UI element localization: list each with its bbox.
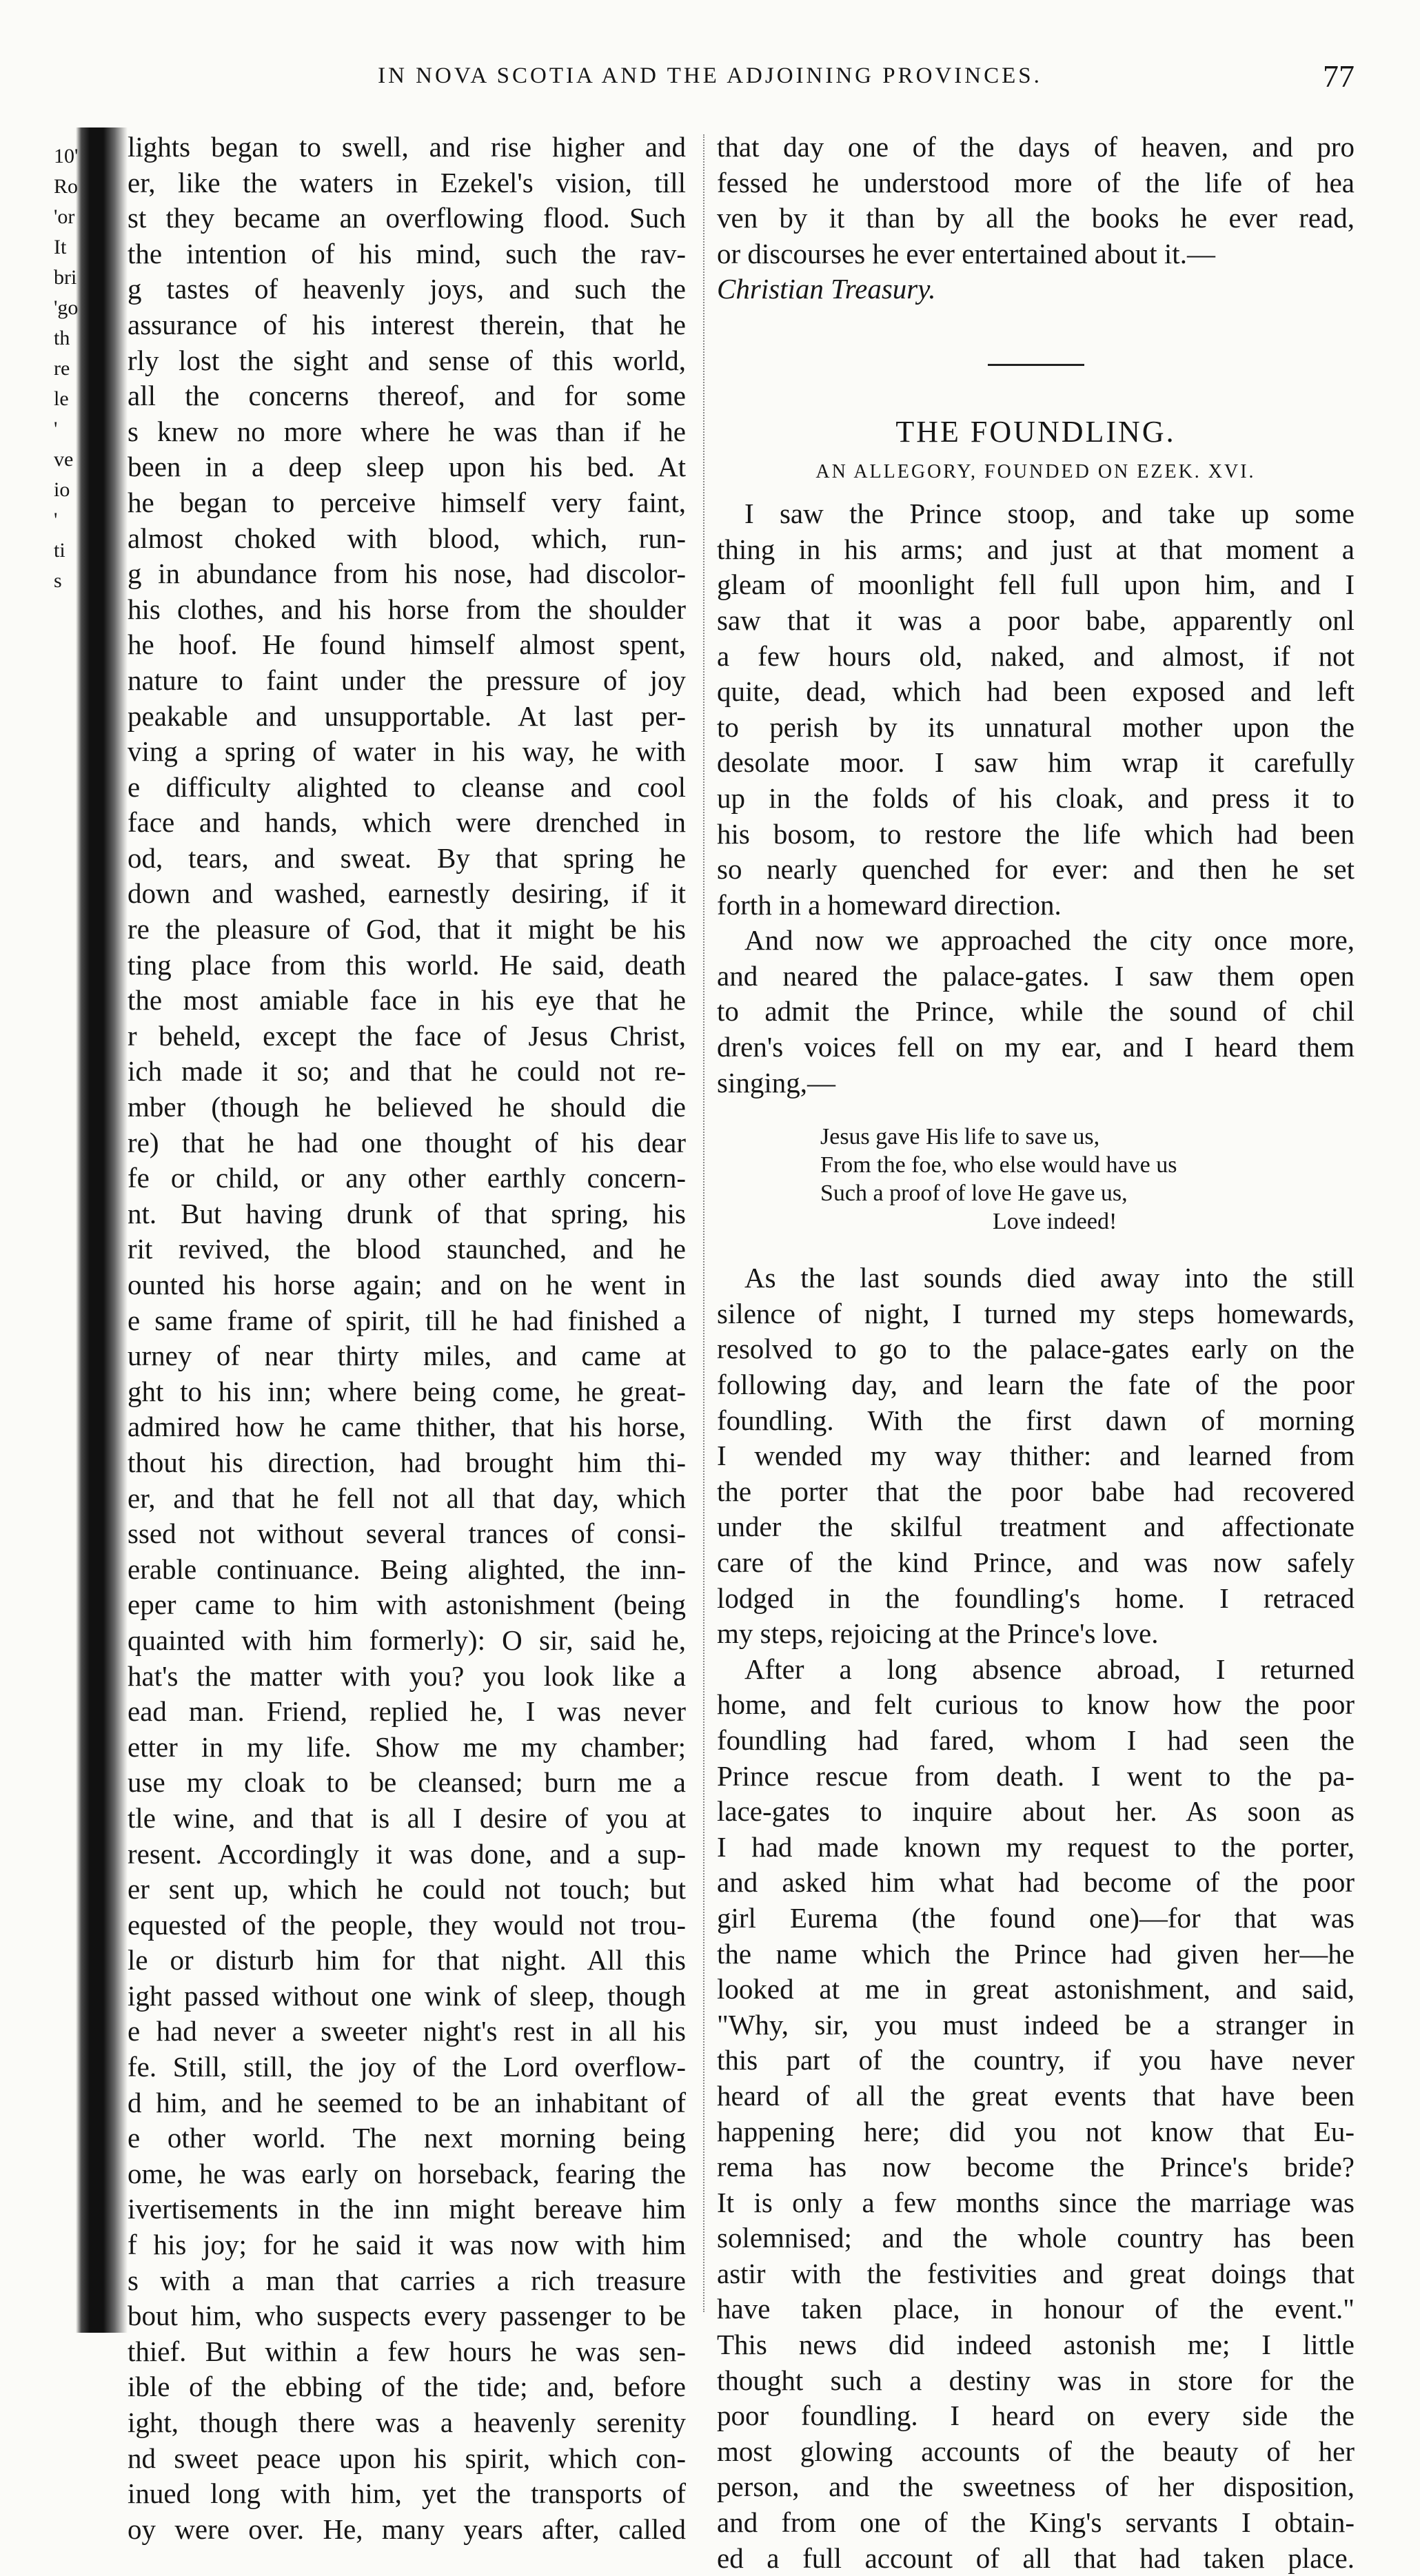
left-text-line: resent. Accordingly it was done, and a sup- — [128, 1837, 686, 1870]
para4-line: person, and the sweetness of her disposition, — [717, 2471, 1355, 2503]
para1-line: up in the folds of his cloak, and press it to — [717, 781, 1355, 814]
intro-line: ven by it than by all the books he ever read, — [717, 202, 1355, 234]
left-text-line: s knew no more where he was than if he — [128, 415, 686, 447]
paragraph-2 — [717, 923, 1355, 1101]
para4-line: foundling had fared, whom I had seen the — [717, 1724, 1355, 1756]
column-divider — [703, 134, 704, 2312]
left-text-line: le or disturb him for that night. All this — [128, 1944, 686, 1976]
left-text-line: e had never a sweeter night's rest in all his — [128, 2015, 686, 2047]
left-text-line: the most amiable face in his eye that he — [128, 984, 686, 1016]
left-text-line: admired how he came thither, that his horse, — [128, 1411, 686, 1443]
left-text-line: lights began to swell, and rise higher and — [128, 131, 686, 163]
para4-line: happening here; did you not know that Eu- — [717, 2115, 1355, 2147]
left-text-line: g in abundance from his nose, had discolor- — [128, 558, 686, 590]
para3-line: As the last sounds died away into the still — [744, 1262, 1355, 1294]
gutter-fragment: io — [54, 478, 70, 501]
gutter-fragment: th — [54, 327, 70, 349]
para4-line: After a long absence abroad, I returned — [744, 1653, 1355, 1685]
para1-line: gleam of moonlight fell full upon him, and I — [717, 569, 1355, 601]
para3-line: my steps, rejoicing at the Prince's love. — [717, 1617, 1159, 1650]
para4-line: and asked him what had become of the poor — [717, 1866, 1355, 1899]
para4-line: rema has now become the Prince's bride? — [717, 2151, 1355, 2183]
para4-line: have taken place, in honour of the event." — [717, 2293, 1355, 2325]
verse-line: From the foe, who else would have us — [820, 1152, 1177, 1178]
verse-line: Jesus gave His life to save us, — [820, 1124, 1100, 1150]
para4-line: girl Eurema (the found one)—for that was — [717, 1901, 1355, 1934]
left-text-line: r beheld, except the face of Jesus Christ, — [128, 1019, 686, 1052]
left-text-line: been in a deep sleep upon his bed. At — [128, 451, 686, 483]
gutter-fragment: Ro — [54, 175, 79, 198]
gutter-fragment: s — [54, 569, 62, 592]
left-text-line: ving a spring of water in his way, he with — [128, 735, 686, 768]
gutter-fragment: 10' — [54, 145, 79, 167]
para3-line: foundling. With the first dawn of morning — [717, 1404, 1355, 1436]
left-text-line: erable continuance. Being alighted, the inn- — [128, 1553, 686, 1585]
para1-line: forth in a homeward direction. — [717, 888, 1062, 921]
left-text-line: st they became an overflowing flood. Such — [128, 202, 686, 234]
para1-line: so nearly quenched for ever: and then he set — [717, 853, 1355, 886]
left-text-line: e difficulty alighted to cleanse and cool — [128, 770, 686, 803]
para4-line: heard of all the great events that have been — [717, 2079, 1355, 2112]
gutter-fragment: 'or — [54, 205, 75, 228]
left-text-line: bout him, who suspects every passenger to be — [128, 2300, 686, 2332]
para2-line: and neared the palace-gates. I saw them open — [717, 959, 1355, 992]
para1-line: I saw the Prince stoop, and take up some — [744, 498, 1355, 530]
left-text-line: assurance of his interest therein, that he — [128, 308, 686, 340]
left-text-line: f his joy; for he said it was now with him — [128, 2229, 686, 2261]
left-text-line: nature to faint under the pressure of joy — [128, 664, 686, 696]
para4-line: the name which the Prince had given her—he — [717, 1937, 1355, 1970]
para2-line: And now we approached the city once more, — [744, 924, 1355, 957]
para1-line: a few hours old, naked, and almost, if not — [717, 640, 1355, 672]
gutter-fragment: It — [54, 236, 67, 258]
left-text-line: ight passed without one wink of sleep, though — [128, 1979, 686, 2012]
left-text-line: s with a man that carries a rich treasure — [128, 2264, 686, 2296]
left-text-line: d him, and he seemed to be an inhabitant of — [128, 2086, 686, 2118]
running-head: IN NOVA SCOTIA AND THE ADJOINING PROVINCES. — [378, 63, 1042, 88]
para2-line: dren's voices fell on my ear, and I heard them — [717, 1031, 1355, 1063]
intro-line: fessed he understood more of the life of hea — [717, 166, 1355, 198]
intro-paragraph — [717, 130, 1355, 272]
left-text-line: ssed not without several trances of consi- — [128, 1517, 686, 1550]
left-text-line: er sent up, which he could not touch; but — [128, 1873, 686, 1905]
left-text-line: ome, he was early on horseback, fearing the — [128, 2157, 686, 2189]
left-text-line: er, and that he fell not all that day, which — [128, 1482, 686, 1514]
gutter-fragment: le — [54, 387, 69, 410]
left-text-line: inued long with him, yet the transports of — [128, 2477, 686, 2510]
verse-line: Such a proof of love He gave us, — [820, 1180, 1128, 1207]
left-text-line: od, tears, and sweat. By that spring he — [128, 841, 686, 874]
left-text-line: re) that he had one thought of his dear — [128, 1126, 686, 1158]
left-text-line: hat's the matter with you? you look like a — [128, 1659, 686, 1692]
para4-line: poor foundling. I heard on every side the — [717, 2400, 1355, 2432]
gutter-fragment: ' — [54, 418, 58, 440]
para4-line: solemnised; and the whole country has been — [717, 2222, 1355, 2254]
para3-line: under the skilful treatment and affectionate — [717, 1511, 1355, 1543]
para3-line: resolved to go to the palace-gates early on the — [717, 1333, 1355, 1365]
left-text-line: the intention of his mind, such the rav- — [128, 237, 686, 269]
section-rule — [988, 364, 1084, 366]
left-text-line: mber (though he believed he should die — [128, 1091, 686, 1123]
left-text-line: down and washed, earnestly desiring, if it — [128, 877, 686, 910]
left-text-line: etter in my life. Show me my chamber; — [128, 1730, 686, 1763]
left-text-line: e same frame of spirit, till he had finished a — [128, 1304, 686, 1336]
left-text-line: e other world. The next morning being — [128, 2122, 686, 2154]
left-column-text — [128, 130, 686, 2547]
left-text-line: his clothes, and his horse from the shoulder — [128, 593, 686, 625]
story-title: THE FOUNDLING. — [895, 414, 1176, 449]
left-text-line: fe. Still, still, the joy of the Lord overflow- — [128, 2051, 686, 2083]
intro-source: Christian Treasury. — [717, 273, 936, 305]
left-text-line: he began to perceive himself very faint, — [128, 486, 686, 518]
left-text-line: nd sweet peace upon his spirit, which con- — [128, 2442, 686, 2474]
para3-line: I wended my way thither: and learned from — [717, 1440, 1355, 1472]
left-text-line: face and hands, which were drenched in — [128, 806, 686, 839]
left-text-line: thout his direction, had brought him thi- — [128, 1446, 686, 1478]
intro-line: or discourses he ever entertained about it.— — [717, 237, 1215, 269]
left-text-line: ivertisements in the inn might bereave him — [128, 2193, 686, 2225]
left-text-line: rly lost the sight and sense of this world, — [128, 344, 686, 376]
gutter-fragment: ve — [54, 448, 74, 471]
left-text-line: urney of near thirty miles, and came at — [128, 1340, 686, 1372]
para4-line: This news did indeed astonish me; I little — [717, 2329, 1355, 2361]
left-text-line: quainted with him formerly): O sir, said he, — [128, 1624, 686, 1656]
para2-line: singing,— — [717, 1066, 835, 1098]
paragraph-1 — [717, 496, 1355, 923]
para4-line: It is only a few months since the marriage was — [717, 2186, 1355, 2218]
para1-line: thing in his arms; and just at that moment a — [717, 533, 1355, 565]
para4-line: Prince rescue from death. I went to the pa- — [717, 1759, 1355, 1792]
para4-line: I had made known my request to the porter, — [717, 1830, 1355, 1863]
para3-line: following day, and learn the fate of the poor — [717, 1369, 1355, 1401]
left-text-line: use my cloak to be cleansed; burn me a — [128, 1766, 686, 1799]
paragraph-4 — [717, 1652, 1355, 2576]
left-text-line: tle wine, and that is all I desire of you at — [128, 1801, 686, 1834]
left-text-line: ght to his inn; where being come, he great- — [128, 1375, 686, 1407]
para3-line: lodged in the foundling's home. I retraced — [717, 1582, 1355, 1614]
gutter-fragment: bri — [54, 266, 77, 289]
para4-line: astir with the festivities and great doings that — [717, 2257, 1355, 2289]
left-text-line: ounted his horse again; and on he went in — [128, 1269, 686, 1300]
left-text-line: fe or child, or any other earthly concern- — [128, 1162, 686, 1194]
para3-line: silence of night, I turned my steps homewards, — [717, 1297, 1355, 1329]
left-text-line: he hoof. He found himself almost spent, — [128, 628, 686, 661]
para1-line: quite, dead, which had been exposed and left — [717, 675, 1355, 708]
para4-line: looked at me in great astonishment, and said, — [717, 1973, 1355, 2005]
left-text-line: ting place from this world. He said, death — [128, 948, 686, 981]
para3-line: the porter that the poor babe had recovered — [717, 1475, 1355, 1507]
para4-line: lace-gates to inquire about her. As soon as — [717, 1795, 1355, 1828]
left-text-line: rit revived, the blood staunched, and he — [128, 1233, 686, 1265]
gutter-fragment: ti — [54, 539, 65, 562]
left-text-line: oy were over. He, many years after, called — [128, 2513, 686, 2545]
para4-line: most glowing accounts of the beauty of her — [717, 2435, 1355, 2467]
para1-line: his bosom, to restore the life which had been — [717, 817, 1355, 850]
left-text-line: nt. But having drunk of that spring, his — [128, 1197, 686, 1229]
verse-line: Love indeed! — [993, 1209, 1117, 1235]
left-text-line: ead man. Friend, replied he, I was never — [128, 1695, 686, 1728]
left-text-line: er, like the waters in Ezekel's vision, till — [128, 166, 686, 198]
intro-line: that day one of the days of heaven, and pro — [717, 131, 1355, 163]
para3-line: care of the kind Prince, and was now safely — [717, 1546, 1355, 1578]
para1-line: desolate moor. I saw him wrap it carefully — [717, 746, 1355, 779]
paragraph-3 — [717, 1260, 1355, 1652]
story-subtitle: AN ALLEGORY, FOUNDED ON EZEK. XVI. — [815, 460, 1256, 482]
gutter-fragment: ' — [54, 509, 58, 531]
left-text-line: ich made it so; and that he could not re- — [128, 1055, 686, 1087]
gutter-text-fragments — [54, 141, 78, 596]
para4-line: ed a full account of all that had taken place. — [717, 2542, 1355, 2574]
para4-line: home, and felt curious to know how the poor — [717, 1688, 1355, 1721]
left-text-line: all the concerns thereof, and for some — [128, 380, 686, 412]
left-text-line: ible of the ebbing of the tide; and, before — [128, 2371, 686, 2403]
para1-line: to perish by its unnatural mother upon the — [717, 711, 1355, 743]
left-text-line: thief. But within a few hours he was sen- — [128, 2335, 686, 2367]
left-text-line: peakable and unsupportable. At last per- — [128, 699, 686, 732]
para4-line: "Why, sir, you must indeed be a stranger in — [717, 2008, 1355, 2041]
hymn-verse — [820, 1123, 1355, 1236]
left-text-line: g tastes of heavenly joys, and such the — [128, 273, 686, 305]
right-column-text — [717, 130, 1355, 2576]
para4-line: this part of the country, if you have never — [717, 2044, 1355, 2076]
page-number: 77 — [1323, 59, 1355, 94]
para2-line: to admit the Prince, while the sound of chil — [717, 995, 1355, 1028]
para4-line: thought such a destiny was in store for the — [717, 2364, 1355, 2396]
left-text-line: almost choked with blood, which, run- — [128, 522, 686, 554]
para4-line: and from one of the King's servants I obtain- — [717, 2506, 1355, 2539]
left-text-line: re the pleasure of God, that it might be his — [128, 913, 686, 945]
para1-line: saw that it was a poor babe, apparently onl — [717, 604, 1355, 636]
left-text-line: eper came to him with astonishment (being — [128, 1588, 686, 1621]
left-text-line: equested of the people, they would not trou- — [128, 1908, 686, 1941]
gutter-fragment: 'go — [54, 296, 79, 319]
left-text-line: ight, though there was a heavenly serenity — [128, 2406, 686, 2438]
gutter-fragment: re — [54, 357, 70, 380]
